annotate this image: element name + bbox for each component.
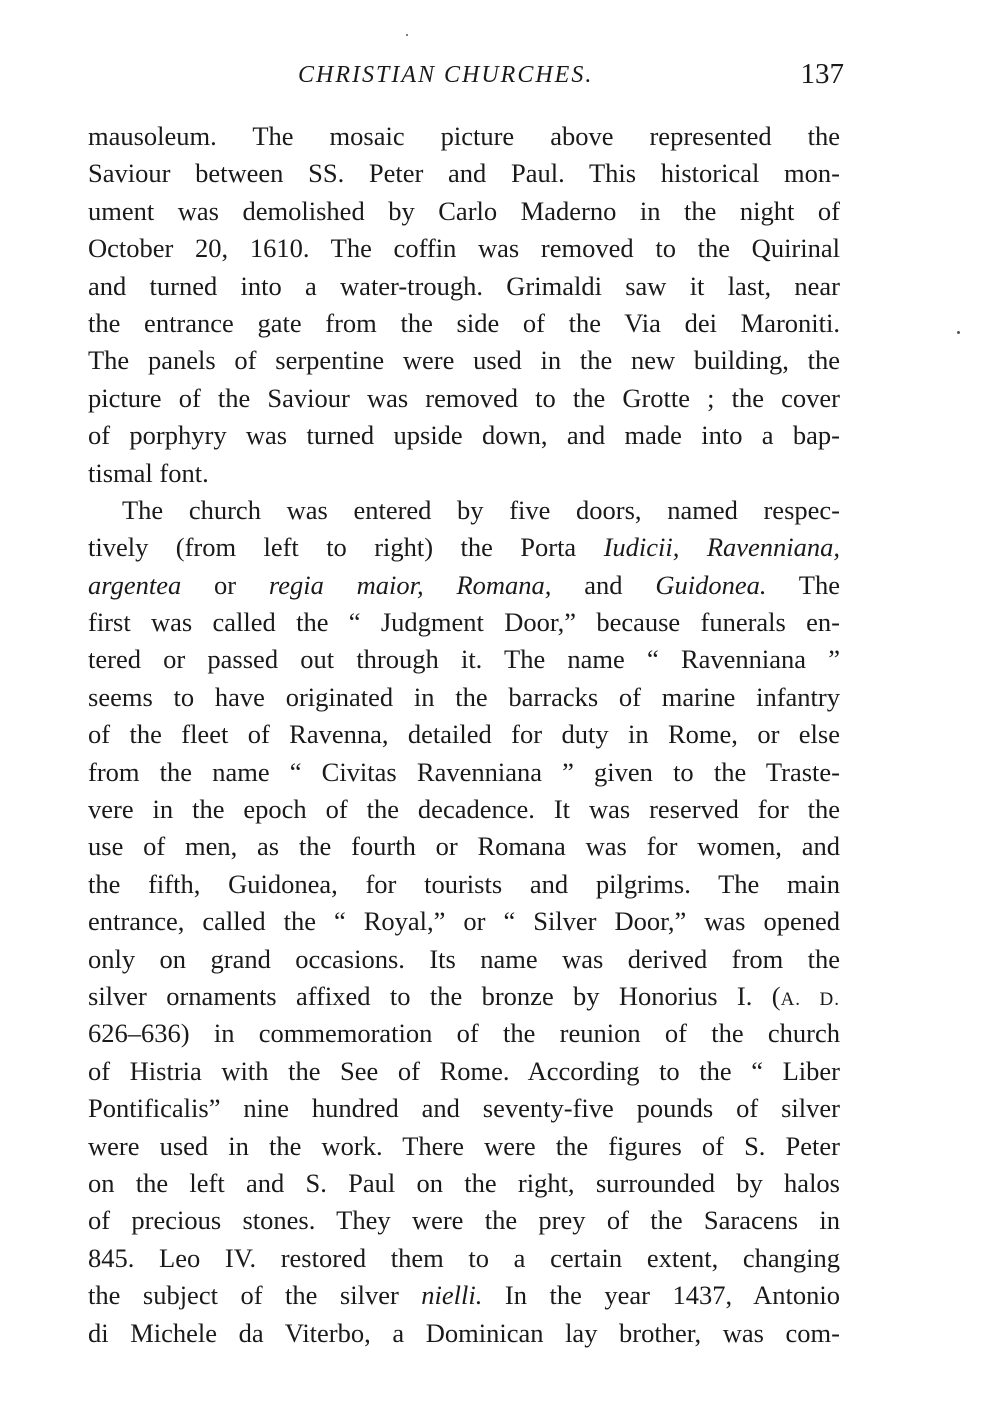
text-line: The church was entered by five doors, named respec- bbox=[122, 494, 840, 525]
text-line: of porphyry was turned upside down, and made into a bap- bbox=[88, 420, 840, 451]
text-line: 626–636) in commemoration of the reunion of the church bbox=[88, 1018, 840, 1049]
running-head bbox=[88, 58, 844, 98]
scan-speck bbox=[406, 34, 408, 36]
text-line: on the left and S. Paul on the right, surrounded by halos bbox=[88, 1167, 840, 1198]
text-line: first was called the “ Judgment Door,” because funerals en- bbox=[88, 607, 840, 638]
text-line: seems to have originated in the barracks of marine infantry bbox=[88, 681, 840, 712]
text-line: 845. Leo IV. restored them to a certain extent, changing bbox=[88, 1242, 840, 1273]
text-line: vere in the epoch of the decadence. It was reserved for the bbox=[88, 794, 840, 825]
text-line: use of men, as the fourth or Romana was for women, and bbox=[88, 831, 840, 862]
text-line: tered or passed out through it. The name “ Ravenniana ” bbox=[88, 644, 840, 675]
text-line: only on grand occasions. Its name was derived from the bbox=[88, 943, 840, 974]
text-line: ument was demolished by Carlo Maderno in the night of bbox=[88, 195, 840, 226]
text-line: of the fleet of Ravenna, detailed for duty in Rome, or else bbox=[88, 719, 840, 750]
text-line: from the name “ Civitas Ravenniana ” given to the Traste- bbox=[88, 756, 840, 787]
text-line: the subject of the silver nielli. In the year 1437, Antonio bbox=[88, 1280, 840, 1311]
text-line: October 20, 1610. The coffin was removed to the Quirinal bbox=[88, 233, 840, 264]
text-line: of precious stones. They were the prey of the Saracens in bbox=[88, 1205, 840, 1236]
text-line: picture of the Saviour was removed to the Grotte ; the cover bbox=[88, 382, 840, 413]
text-line: tively (from left to right) the Porta Iudicii, Ravenniana, bbox=[88, 532, 840, 563]
text-line: were used in the work. There were the figures of S. Peter bbox=[88, 1130, 840, 1161]
text-line: Pontificalis” nine hundred and seventy-five pounds of silver bbox=[88, 1093, 840, 1124]
text-line: di Michele da Viterbo, a Dominican lay brother, was com- bbox=[88, 1317, 840, 1348]
text-line: the entrance gate from the side of the Via dei Maroniti. bbox=[88, 307, 840, 338]
text-line: entrance, called the “ Royal,” or “ Silver Door,” was opened bbox=[88, 906, 840, 937]
text-line: The panels of serpentine were used in the new building, the bbox=[88, 345, 840, 376]
text-line: tismal font. bbox=[88, 457, 209, 488]
text-line: of Histria with the See of Rome. According to the “ Liber bbox=[88, 1055, 840, 1086]
running-title: CHRISTIAN CHURCHES. bbox=[298, 62, 594, 88]
text-line: the fifth, Guidonea, for tourists and pilgrims. The main bbox=[88, 868, 840, 899]
text-line: mausoleum. The mosaic picture above represented the bbox=[88, 121, 840, 151]
text-line: Saviour between SS. Peter and Paul. This historical mon- bbox=[88, 158, 840, 189]
body-text bbox=[88, 118, 840, 1352]
text-line: and turned into a water-trough. Grimaldi saw it last, near bbox=[88, 270, 840, 301]
text-line: argentea or regia maior, Romana, and Guidonea. The bbox=[88, 569, 840, 600]
page-number: 137 bbox=[800, 58, 844, 90]
scan-speck bbox=[957, 331, 960, 334]
text-line: silver ornaments affixed to the bronze by Honorius I. (A. D. bbox=[88, 980, 840, 1011]
